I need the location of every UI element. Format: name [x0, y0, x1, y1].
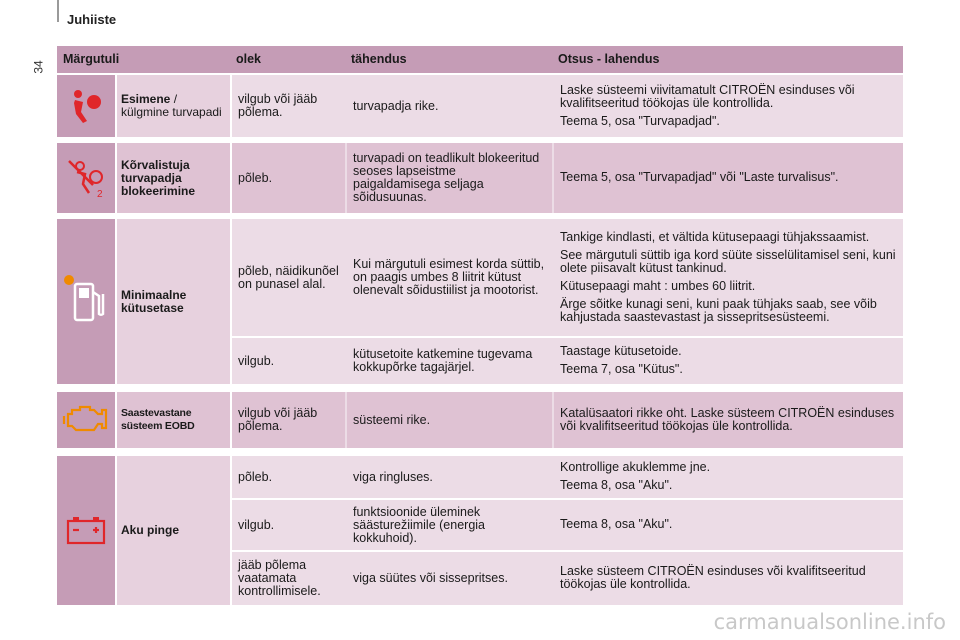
table-row [232, 392, 903, 448]
header-olek: olek [236, 52, 262, 66]
meaning-cell: turvapadi on teadlikult blokeeritud seoses lapseistme paigaldamisega seljaga sõidusuunas. [347, 143, 552, 213]
state-cell: vilgub. [232, 338, 345, 384]
icon-cell [57, 392, 115, 448]
table-row-airbag [57, 75, 903, 137]
action-cell: Tankige kindlasti, et vältida kütusepaagi tühjakssaamist. See märgutuli süttib iga kord süüte sisselülitamisel seni, kuni olete piisavalt kütust tankinud. Kütusepaagi maht : umbes 60 liitrit. Ärge sõitke kunagi seni, kuni paak tühjaks saab, see võib kahjustada saastevastast ja sissepritsesüsteemi. [554, 219, 903, 336]
table-row [232, 552, 903, 605]
svg-text:2: 2 [97, 189, 103, 200]
action-cell: Teema 8, osa "Aku". [554, 500, 903, 550]
meaning-cell: süsteemi rike. [347, 392, 552, 448]
action-cell: Taastage kütusetoide. Teema 7, osa "Kütus". [554, 338, 903, 384]
state-cell: põleb. [232, 143, 345, 213]
state-cell: põleb, näidikunõel on punasel alal. [232, 219, 345, 336]
meaning-cell: viga ringluses. [347, 456, 552, 498]
fuel-pump-icon [61, 272, 111, 332]
meaning-cell: viga süütes või sissepritses. [347, 552, 552, 605]
table-row [232, 456, 903, 498]
header-otsus: Otsus - lahendus [558, 52, 660, 66]
header-tahendus: tähendus [351, 52, 407, 66]
light-name: Aku pinge [117, 456, 230, 605]
table-row-eobd [57, 392, 903, 448]
warning-lights-table [57, 46, 903, 605]
light-name: Saastevastane süsteem EOBD [117, 392, 230, 448]
action-cell: Laske süsteem CITROËN esinduses või kvalifitseeritud töökojas üle kontrollida. [554, 552, 903, 605]
light-name: Kõrvalistuja turvapadja blokeerimine [117, 143, 230, 213]
action-cell: Kontrollige akuklemme jne. Teema 8, osa "Aku". [554, 456, 903, 498]
engine-check-icon [62, 402, 110, 438]
icon-cell [57, 143, 115, 213]
meaning-cell: kütusetoite katkemine tugevama kokkupõrke tagajärjel. [347, 338, 552, 384]
action-cell: Teema 5, osa "Turvapadjad" või "Laste turvalisus". [554, 143, 903, 213]
state-cell: vilgub või jääb põlema. [232, 75, 345, 137]
battery-icon [64, 515, 108, 547]
meaning-cell: Kui märgutuli esimest korda süttib, on paagis umbes 8 liitrit kütust olenevalt sõidustiilist ja mootorist. [347, 219, 552, 336]
state-cell: vilgub. [232, 500, 345, 550]
table-row [232, 500, 903, 550]
state-cell: põleb. [232, 456, 345, 498]
table-row [232, 219, 903, 336]
table-row [232, 338, 903, 384]
table-row-battery [57, 456, 903, 605]
page-number: 34 [31, 60, 46, 74]
table-row [232, 75, 903, 137]
table-row-passenger-airbag [57, 143, 903, 213]
icon-cell [57, 219, 115, 384]
table-row [232, 143, 903, 213]
watermark: carmanualsonline.info [713, 610, 946, 634]
state-cell: vilgub või jääb põlema. [232, 392, 345, 448]
section-title: Juhiiste [67, 12, 117, 27]
light-name: Minimaalne kütusetase [117, 219, 230, 384]
meaning-cell: funktsioonide üleminek säästurežiimile (energia kokkuhoid). [347, 500, 552, 550]
meaning-cell: turvapadja rike. [347, 75, 552, 137]
left-rule [57, 0, 59, 22]
icon-cell [57, 456, 115, 605]
icon-cell [57, 75, 115, 137]
action-cell: Laske süsteemi viivitamatult CITROËN esinduses või kvalifitseeritud töökojas üle kontrollida. Teema 5, osa "Turvapadjad". [554, 75, 903, 137]
state-cell: jääb põlema vaatamata kontrollimisele. [232, 552, 345, 605]
table-header [57, 46, 903, 73]
table-row-fuel [57, 219, 903, 384]
action-cell: Katalüsaatori rikke oht. Laske süsteem CITROËN esinduses või kvalifitseeritud töökojas üle kontrollida. [554, 392, 903, 448]
light-name: Esimene / külgmine turvapadi [117, 75, 230, 137]
passenger-airbag-off-icon [63, 155, 109, 201]
airbag-icon [63, 83, 109, 129]
header-margutuli: Märgutuli [63, 52, 120, 66]
